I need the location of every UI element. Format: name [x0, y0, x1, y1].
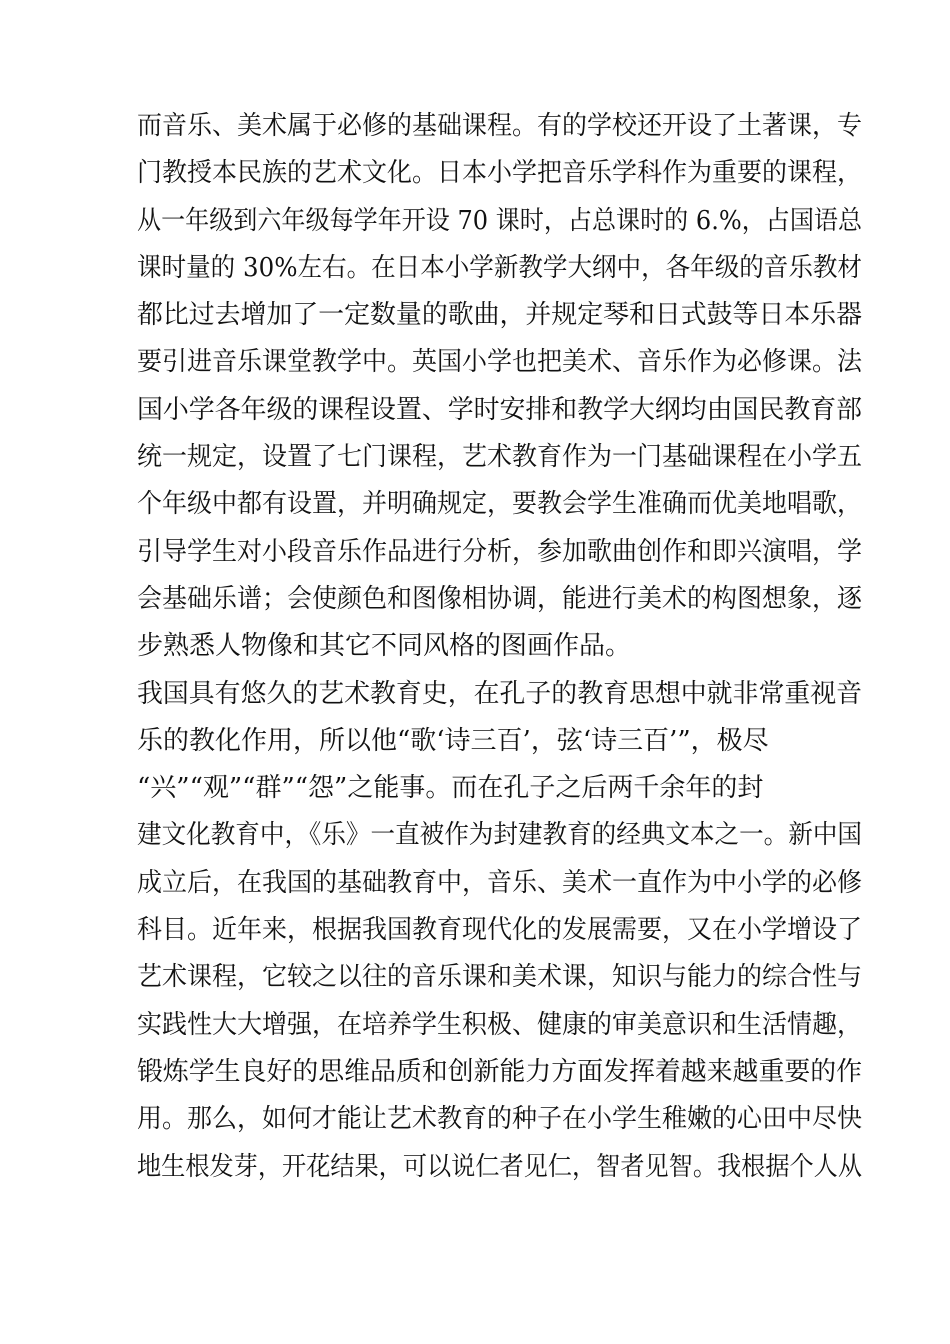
text-line: 国小学各年级的课程设置、学时安排和教学大纲均由国民教育部 [137, 394, 863, 425]
text-line: 门教授本民族的艺术文化。日本小学把音乐学科作为重要的课程， [137, 158, 862, 189]
text-line: 个年级中都有设置，并明确规定，要教会学生准确而优美地唱歌， [137, 489, 862, 520]
text-line: 地生根发芽，开花结果，可以说仁者见仁，智者见智。我根据个人从 [137, 1151, 863, 1182]
text-line: 艺术课程，它较之以往的音乐课和美术课，知识与能力的综合性与 [137, 962, 862, 993]
text-line: 乐的教化作用，所以他“歌‘诗三百’，弦‘诗三百’”，极尽 [137, 725, 769, 756]
text-line: 而音乐、美术属于必修的基础课程。有的学校还开设了土著课，专 [137, 111, 862, 141]
text-line: 都比过去增加了一定数量的歌曲，并规定琴和日式鼓等日本乐器 [137, 300, 863, 331]
text-line: 成立后，在我国的基础教育中，音乐、美术一直作为中小学的必修 [137, 867, 862, 898]
text-line: 我国具有悠久的艺术教育史，在孔子的教育思想中就非常重视音 [137, 678, 863, 709]
text-line: 引导学生对小段音乐作品进行分析，参加歌曲创作和即兴演唱，学 [137, 536, 862, 567]
text-line: “兴”“观”“群”“怨”之能事。而在孔子之后两千余年的封 [137, 773, 764, 804]
text-line: 从一年级到六年级每学年开设 70 课时，占总课时的 6.%，占国语总 [137, 205, 863, 236]
text-line: 会基础乐谱；会使颜色和图像相协调，能进行美术的构图想象，逐 [137, 583, 862, 614]
text-line: 锻炼学生良好的思维品质和创新能力方面发挥着越来越重要的作 [137, 1056, 863, 1087]
text-line: 建文化教育中，《乐》一直被作为封建教育的经典文本之一。新中国 [137, 820, 862, 851]
text-line: 实践性大大增强，在培养学生积极、健康的审美意识和生活情趣， [137, 1009, 862, 1040]
text-line: 要引进音乐课堂教学中。英国小学也把美术、音乐作为必修课。法 [137, 347, 862, 378]
text-line: 步熟悉人物像和其它不同风格的图画作品。 [137, 631, 632, 662]
text-line: 用。那么，如何才能让艺术教育的种子在小学生稚嫩的心田中尽快 [137, 1104, 862, 1135]
body-text [137, 103, 862, 1191]
text-line: 科目。近年来，根据我国教育现代化的发展需要，又在小学增设了 [137, 915, 862, 946]
text-line: 课时量的 30%左右。在日本小学新教学大纲中，各年级的音乐教材 [137, 252, 862, 283]
text-line: 统一规定，设置了七门课程，艺术教育作为一门基础课程在小学五 [137, 442, 862, 473]
